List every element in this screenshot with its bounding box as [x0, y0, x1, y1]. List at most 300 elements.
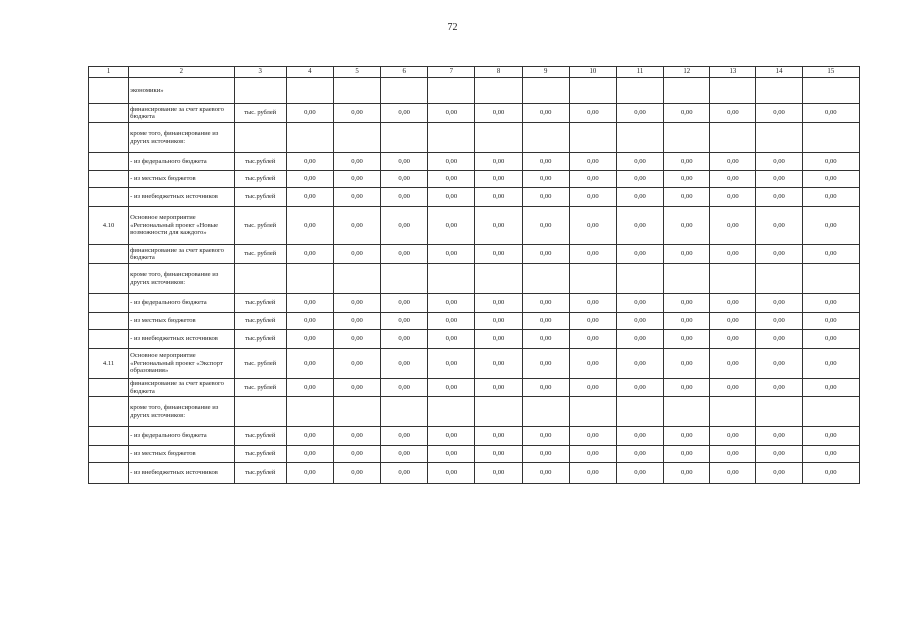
- value-cell: [710, 264, 756, 294]
- value-cell: 0,00: [522, 188, 569, 207]
- row-unit: тыс.рублей: [234, 446, 286, 463]
- value-cell: 0,00: [286, 330, 333, 349]
- value-cell: 0,00: [381, 349, 428, 379]
- column-header: 4: [286, 67, 333, 78]
- value-cell: 0,00: [664, 379, 710, 397]
- value-cell: [756, 123, 802, 153]
- value-cell: 0,00: [286, 294, 333, 313]
- table-row: [89, 427, 860, 446]
- page-number: 72: [447, 22, 458, 33]
- value-cell: 0,00: [616, 313, 663, 330]
- value-cell: 0,00: [710, 188, 756, 207]
- value-cell: 0,00: [616, 153, 663, 171]
- value-cell: 0,00: [569, 330, 616, 349]
- row-unit: тыс.рублей: [234, 294, 286, 313]
- value-cell: 0,00: [802, 104, 859, 123]
- column-header: 5: [333, 67, 380, 78]
- value-cell: [286, 123, 333, 153]
- column-header: 8: [475, 67, 522, 78]
- value-cell: 0,00: [664, 104, 710, 123]
- value-cell: 0,00: [664, 245, 710, 264]
- value-cell: 0,00: [333, 446, 380, 463]
- row-unit: тыс.рублей: [234, 188, 286, 207]
- value-cell: 0,00: [381, 245, 428, 264]
- value-cell: 0,00: [664, 294, 710, 313]
- value-cell: 0,00: [802, 207, 859, 245]
- value-cell: 0,00: [381, 313, 428, 330]
- value-cell: 0,00: [333, 330, 380, 349]
- row-name: - из федерального бюджета: [129, 294, 234, 313]
- table-row: [89, 379, 860, 397]
- row-unit: тыс. рублей: [234, 245, 286, 264]
- row-code: [89, 171, 129, 188]
- value-cell: 0,00: [286, 349, 333, 379]
- value-cell: 0,00: [333, 153, 380, 171]
- value-cell: 0,00: [475, 153, 522, 171]
- row-code: [89, 104, 129, 123]
- column-header: 3: [234, 67, 286, 78]
- row-code: [89, 397, 129, 427]
- value-cell: 0,00: [756, 294, 802, 313]
- column-header: 6: [381, 67, 428, 78]
- value-cell: 0,00: [756, 427, 802, 446]
- row-code: [89, 330, 129, 349]
- row-code: [89, 153, 129, 171]
- value-cell: [381, 78, 428, 104]
- column-header: 13: [710, 67, 756, 78]
- value-cell: 0,00: [522, 463, 569, 484]
- value-cell: 0,00: [710, 313, 756, 330]
- row-unit: тыс.рублей: [234, 171, 286, 188]
- budget-table: [88, 66, 860, 484]
- value-cell: 0,00: [522, 153, 569, 171]
- value-cell: 0,00: [475, 463, 522, 484]
- table-row: [89, 264, 860, 294]
- value-cell: 0,00: [286, 207, 333, 245]
- value-cell: 0,00: [428, 463, 475, 484]
- row-code: [89, 446, 129, 463]
- value-cell: 0,00: [333, 379, 380, 397]
- column-header: 2: [129, 67, 234, 78]
- value-cell: 0,00: [664, 330, 710, 349]
- value-cell: 0,00: [522, 349, 569, 379]
- row-code: [89, 78, 129, 104]
- value-cell: [381, 123, 428, 153]
- value-cell: [569, 264, 616, 294]
- row-name: - из внебюджетных источников: [129, 463, 234, 484]
- row-code: [89, 245, 129, 264]
- value-cell: 0,00: [569, 349, 616, 379]
- value-cell: 0,00: [475, 104, 522, 123]
- value-cell: [569, 123, 616, 153]
- value-cell: 0,00: [333, 207, 380, 245]
- table-row: [89, 446, 860, 463]
- row-name: финансирование за счет краевого бюджета: [129, 104, 234, 123]
- value-cell: [333, 397, 380, 427]
- value-cell: 0,00: [475, 207, 522, 245]
- value-cell: [286, 264, 333, 294]
- value-cell: 0,00: [428, 104, 475, 123]
- value-cell: 0,00: [802, 171, 859, 188]
- value-cell: 0,00: [616, 446, 663, 463]
- value-cell: [381, 264, 428, 294]
- value-cell: 0,00: [616, 245, 663, 264]
- value-cell: [710, 78, 756, 104]
- table-row: [89, 463, 860, 484]
- value-cell: [616, 78, 663, 104]
- value-cell: 0,00: [475, 349, 522, 379]
- value-cell: [475, 264, 522, 294]
- value-cell: 0,00: [286, 446, 333, 463]
- value-cell: 0,00: [333, 245, 380, 264]
- value-cell: 0,00: [802, 153, 859, 171]
- value-cell: [569, 397, 616, 427]
- value-cell: 0,00: [802, 245, 859, 264]
- value-cell: 0,00: [333, 104, 380, 123]
- value-cell: [802, 123, 859, 153]
- column-header: 15: [802, 67, 859, 78]
- value-cell: [428, 264, 475, 294]
- value-cell: 0,00: [286, 313, 333, 330]
- value-cell: 0,00: [664, 188, 710, 207]
- value-cell: [664, 397, 710, 427]
- value-cell: 0,00: [756, 104, 802, 123]
- value-cell: 0,00: [710, 207, 756, 245]
- value-cell: 0,00: [664, 446, 710, 463]
- value-cell: 0,00: [710, 104, 756, 123]
- value-cell: 0,00: [802, 463, 859, 484]
- row-unit: тыс.рублей: [234, 427, 286, 446]
- row-unit: тыс. рублей: [234, 379, 286, 397]
- value-cell: 0,00: [616, 188, 663, 207]
- row-unit: [234, 78, 286, 104]
- value-cell: 0,00: [475, 171, 522, 188]
- value-cell: 0,00: [522, 330, 569, 349]
- value-cell: 0,00: [616, 294, 663, 313]
- value-cell: 0,00: [756, 463, 802, 484]
- row-name: финансирование за счет краевого бюджета: [129, 245, 234, 264]
- value-cell: [522, 78, 569, 104]
- value-cell: [475, 78, 522, 104]
- column-header-row: [89, 67, 860, 78]
- value-cell: 0,00: [756, 153, 802, 171]
- value-cell: 0,00: [802, 427, 859, 446]
- value-cell: 0,00: [333, 188, 380, 207]
- row-unit: тыс.рублей: [234, 330, 286, 349]
- value-cell: [802, 78, 859, 104]
- row-unit: [234, 264, 286, 294]
- value-cell: 0,00: [381, 188, 428, 207]
- value-cell: 0,00: [710, 245, 756, 264]
- table-row: [89, 171, 860, 188]
- value-cell: 0,00: [616, 349, 663, 379]
- value-cell: [616, 397, 663, 427]
- value-cell: 0,00: [569, 188, 616, 207]
- table-row: [89, 153, 860, 171]
- value-cell: 0,00: [756, 188, 802, 207]
- row-unit: тыс.рублей: [234, 463, 286, 484]
- column-header: 9: [522, 67, 569, 78]
- value-cell: [522, 264, 569, 294]
- value-cell: 0,00: [475, 245, 522, 264]
- value-cell: 0,00: [569, 171, 616, 188]
- value-cell: 0,00: [664, 427, 710, 446]
- row-name: - из внебюджетных источников: [129, 330, 234, 349]
- row-code: [89, 264, 129, 294]
- value-cell: 0,00: [428, 245, 475, 264]
- value-cell: 0,00: [664, 463, 710, 484]
- value-cell: [475, 397, 522, 427]
- value-cell: [664, 123, 710, 153]
- value-cell: 0,00: [381, 379, 428, 397]
- value-cell: 0,00: [710, 427, 756, 446]
- value-cell: 0,00: [522, 104, 569, 123]
- row-unit: тыс. рублей: [234, 349, 286, 379]
- value-cell: 0,00: [710, 349, 756, 379]
- value-cell: [710, 397, 756, 427]
- value-cell: 0,00: [664, 349, 710, 379]
- row-unit: [234, 397, 286, 427]
- row-unit: тыс. рублей: [234, 207, 286, 245]
- value-cell: [381, 397, 428, 427]
- row-name: - из федерального бюджета: [129, 427, 234, 446]
- row-name: Основное мероприятие «Региональный проект «Новые возможности для каждого»: [129, 207, 234, 245]
- value-cell: 0,00: [381, 463, 428, 484]
- row-unit: тыс. рублей: [234, 104, 286, 123]
- value-cell: [428, 78, 475, 104]
- row-code: [89, 313, 129, 330]
- value-cell: 0,00: [381, 104, 428, 123]
- value-cell: 0,00: [428, 171, 475, 188]
- value-cell: [756, 78, 802, 104]
- value-cell: 0,00: [381, 153, 428, 171]
- column-header: 14: [756, 67, 802, 78]
- column-header: 7: [428, 67, 475, 78]
- value-cell: 0,00: [286, 427, 333, 446]
- value-cell: 0,00: [664, 313, 710, 330]
- value-cell: 0,00: [802, 294, 859, 313]
- value-cell: 0,00: [616, 330, 663, 349]
- row-name: - из местных бюджетов: [129, 171, 234, 188]
- row-code: [89, 188, 129, 207]
- value-cell: [802, 397, 859, 427]
- value-cell: 0,00: [710, 463, 756, 484]
- row-name: экономики»: [129, 78, 234, 104]
- value-cell: 0,00: [333, 427, 380, 446]
- row-code: [89, 294, 129, 313]
- value-cell: [664, 78, 710, 104]
- value-cell: 0,00: [756, 349, 802, 379]
- value-cell: 0,00: [522, 446, 569, 463]
- value-cell: 0,00: [428, 427, 475, 446]
- value-cell: 0,00: [569, 446, 616, 463]
- value-cell: [333, 78, 380, 104]
- value-cell: [333, 264, 380, 294]
- row-name: финансирование за счет краевого бюджета: [129, 379, 234, 397]
- table-row: [89, 294, 860, 313]
- value-cell: 0,00: [475, 379, 522, 397]
- value-cell: [802, 264, 859, 294]
- value-cell: [664, 264, 710, 294]
- row-name: кроме того, финансирование из других источников:: [129, 397, 234, 427]
- value-cell: 0,00: [475, 294, 522, 313]
- row-name: кроме того, финансирование из других источников:: [129, 264, 234, 294]
- row-name: - из местных бюджетов: [129, 446, 234, 463]
- value-cell: 0,00: [381, 294, 428, 313]
- value-cell: 0,00: [333, 171, 380, 188]
- value-cell: 0,00: [569, 104, 616, 123]
- value-cell: [428, 123, 475, 153]
- value-cell: 0,00: [710, 379, 756, 397]
- value-cell: 0,00: [569, 294, 616, 313]
- value-cell: 0,00: [616, 379, 663, 397]
- value-cell: 0,00: [616, 104, 663, 123]
- value-cell: 0,00: [333, 313, 380, 330]
- value-cell: 0,00: [286, 104, 333, 123]
- value-cell: [286, 397, 333, 427]
- value-cell: 0,00: [522, 207, 569, 245]
- row-unit: [234, 123, 286, 153]
- value-cell: 0,00: [756, 330, 802, 349]
- value-cell: 0,00: [802, 349, 859, 379]
- value-cell: 0,00: [333, 294, 380, 313]
- value-cell: 0,00: [710, 294, 756, 313]
- row-code: [89, 123, 129, 153]
- value-cell: [756, 264, 802, 294]
- value-cell: 0,00: [569, 427, 616, 446]
- value-cell: 0,00: [428, 330, 475, 349]
- value-cell: 0,00: [569, 245, 616, 264]
- column-header: 10: [569, 67, 616, 78]
- value-cell: 0,00: [756, 245, 802, 264]
- value-cell: [286, 78, 333, 104]
- value-cell: 0,00: [428, 313, 475, 330]
- value-cell: 0,00: [802, 446, 859, 463]
- row-name: кроме того, финансирование из других источников:: [129, 123, 234, 153]
- value-cell: 0,00: [333, 349, 380, 379]
- value-cell: 0,00: [710, 330, 756, 349]
- value-cell: 0,00: [475, 330, 522, 349]
- value-cell: 0,00: [381, 446, 428, 463]
- row-name: - из федерального бюджета: [129, 153, 234, 171]
- value-cell: [616, 123, 663, 153]
- row-code: [89, 463, 129, 484]
- value-cell: 0,00: [286, 245, 333, 264]
- row-code: [89, 379, 129, 397]
- value-cell: 0,00: [756, 446, 802, 463]
- value-cell: 0,00: [616, 207, 663, 245]
- table-row: [89, 349, 860, 379]
- value-cell: [710, 123, 756, 153]
- value-cell: [333, 123, 380, 153]
- value-cell: 0,00: [381, 427, 428, 446]
- value-cell: 0,00: [802, 313, 859, 330]
- value-cell: [475, 123, 522, 153]
- value-cell: 0,00: [428, 207, 475, 245]
- value-cell: 0,00: [569, 463, 616, 484]
- value-cell: 0,00: [475, 427, 522, 446]
- value-cell: 0,00: [664, 207, 710, 245]
- table-row: [89, 207, 860, 245]
- value-cell: 0,00: [381, 171, 428, 188]
- value-cell: 0,00: [381, 330, 428, 349]
- value-cell: 0,00: [664, 153, 710, 171]
- row-unit: тыс.рублей: [234, 313, 286, 330]
- value-cell: 0,00: [756, 207, 802, 245]
- value-cell: 0,00: [475, 188, 522, 207]
- table-row: [89, 313, 860, 330]
- value-cell: 0,00: [381, 207, 428, 245]
- value-cell: 0,00: [286, 463, 333, 484]
- value-cell: 0,00: [428, 188, 475, 207]
- value-cell: 0,00: [333, 463, 380, 484]
- value-cell: 0,00: [475, 313, 522, 330]
- value-cell: 0,00: [428, 446, 475, 463]
- value-cell: [756, 397, 802, 427]
- value-cell: 0,00: [522, 313, 569, 330]
- value-cell: 0,00: [616, 463, 663, 484]
- value-cell: 0,00: [522, 171, 569, 188]
- value-cell: [522, 123, 569, 153]
- row-name: - из внебюджетных источников: [129, 188, 234, 207]
- value-cell: 0,00: [802, 188, 859, 207]
- value-cell: 0,00: [616, 427, 663, 446]
- column-header: 12: [664, 67, 710, 78]
- row-name: Основное мероприятие «Региональный проект «Экспорт образования»: [129, 349, 234, 379]
- value-cell: [569, 78, 616, 104]
- value-cell: 0,00: [802, 330, 859, 349]
- value-cell: 0,00: [756, 313, 802, 330]
- table-row: [89, 245, 860, 264]
- value-cell: 0,00: [569, 379, 616, 397]
- value-cell: 0,00: [802, 379, 859, 397]
- row-name: - из местных бюджетов: [129, 313, 234, 330]
- value-cell: [522, 397, 569, 427]
- value-cell: 0,00: [569, 153, 616, 171]
- value-cell: 0,00: [756, 171, 802, 188]
- column-header: 11: [616, 67, 663, 78]
- value-cell: 0,00: [428, 153, 475, 171]
- value-cell: 0,00: [569, 207, 616, 245]
- column-header: 1: [89, 67, 129, 78]
- row-code: 4.11: [89, 349, 129, 379]
- value-cell: 0,00: [522, 294, 569, 313]
- value-cell: 0,00: [710, 153, 756, 171]
- value-cell: 0,00: [710, 446, 756, 463]
- row-code: [89, 427, 129, 446]
- table-row: [89, 397, 860, 427]
- value-cell: [428, 397, 475, 427]
- table-row: [89, 188, 860, 207]
- table-row: [89, 123, 860, 153]
- value-cell: 0,00: [428, 379, 475, 397]
- table-row: [89, 104, 860, 123]
- value-cell: 0,00: [428, 294, 475, 313]
- value-cell: 0,00: [286, 171, 333, 188]
- value-cell: 0,00: [286, 153, 333, 171]
- row-unit: тыс.рублей: [234, 153, 286, 171]
- value-cell: 0,00: [522, 245, 569, 264]
- table-row: [89, 78, 860, 104]
- value-cell: [616, 264, 663, 294]
- value-cell: 0,00: [286, 379, 333, 397]
- value-cell: 0,00: [616, 171, 663, 188]
- row-code: 4.10: [89, 207, 129, 245]
- value-cell: 0,00: [664, 171, 710, 188]
- value-cell: 0,00: [569, 313, 616, 330]
- value-cell: 0,00: [710, 171, 756, 188]
- value-cell: 0,00: [522, 379, 569, 397]
